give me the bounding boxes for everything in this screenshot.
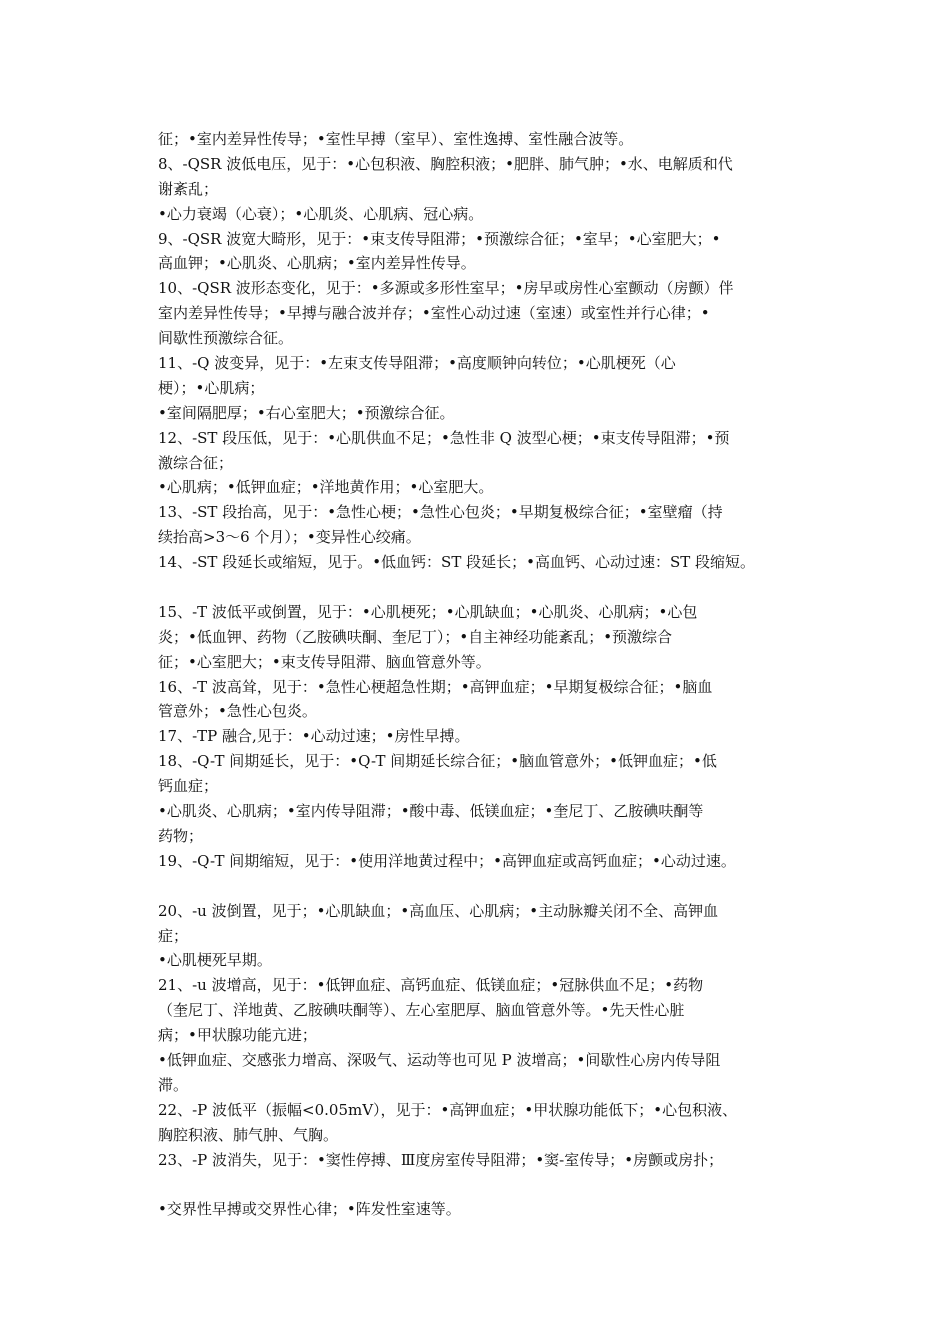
text-line: •心力衰竭（心衰）；•心肌炎、心肌病、冠心病。 [158, 204, 484, 223]
text-line: 10、-QSR 波形态变化，见于：•多源或多形性室早；•房早或房性心室颤动（房颤）伴 [158, 279, 734, 298]
text-line: 征；•心室肥大；•束支传导阻滞、脑血管意外等。 [158, 652, 491, 671]
text-line: 钙血症； [158, 777, 219, 796]
text-line: 激综合征； [158, 453, 234, 472]
text-line: 病；•甲状腺功能亢进； [158, 1026, 317, 1045]
text-line: •心肌炎、心肌病；•室内传导阻滞；•酸中毒、低镁血症；•奎尼丁、乙胺碘呋酮等 [158, 802, 704, 821]
text-line: 症； [158, 926, 189, 945]
text-line: 22、-P 波低平（振幅<0.05mV），见于：•高钾血症；•甲状腺功能低下；•心包积液、 [158, 1100, 738, 1119]
text-line: 室内差异性传导；•早搏与融合波并存；•室性心动过速（室速）或室性并行心律；• [158, 304, 710, 323]
text-line: 管意外；•急性心包炎。 [158, 702, 317, 721]
text-line: 18、-Q-T 间期延长，见于：•Q-T 间期延长综合征；•脑血管意外；•低钾血症；•低 [158, 752, 717, 771]
text-line: 间歇性预激综合征。 [158, 329, 294, 348]
text-line: 谢紊乱； [158, 179, 219, 198]
text-line: 21、-u 波增高，见于：•低钾血症、高钙血症、低镁血症；•冠脉供血不足；•药物 [158, 976, 704, 995]
text-line: 14、-ST 段延长或缩短，见于。•低血钙：ST 段延长；•高血钙、心动过速：ST 段缩短。 [158, 553, 756, 572]
text-line: （奎尼丁、洋地黄、乙胺碘呋酮等）、左心室肥厚、脑血管意外等。•先天性心脏 [158, 1001, 685, 1020]
text-line: 12、-ST 段压低，见于：•心肌供血不足；•急性非 Q 波型心梗；•束支传导阻滞；•预 [158, 428, 730, 447]
text-line: 滞。 [158, 1075, 189, 1094]
text-line: 13、-ST 段抬高，见于：•急性心梗；•急性心包炎；•早期复极综合征；•室壁瘤（持 [158, 503, 723, 522]
text-line: 续抬高>3～6 个月）；•变异性心绞痛。 [158, 528, 421, 547]
text-line: 16、-T 波高耸，见于：•急性心梗超急性期；•高钾血症；•早期复极综合征；•脑血 [158, 677, 713, 696]
text-line: 高血钾；•心肌炎、心肌病；•室内差异性传导。 [158, 254, 476, 273]
text-line: 23、-P 波消失，见于：•窦性停搏、Ⅲ度房室传导阻滞；•窦-室传导；•房颤或房扑； [158, 1150, 724, 1169]
blank-line [158, 575, 823, 600]
text-line: •心肌病；•低钾血症；•洋地黄作用；•心室肥大。 [158, 478, 494, 497]
text-line: 炎；•低血钾、药物（乙胺碘呋酮、奎尼丁）；•自主神经功能紊乱；•预激综合 [158, 627, 673, 646]
document-body [158, 127, 823, 1222]
text-line: 19、-Q-T 间期缩短，见于：•使用洋地黄过程中；•高钾血症或高钙血症；•心动过速。 [158, 851, 736, 870]
text-line: 8、-QSR 波低电压，见于：•心包积液、胸腔积液；•肥胖、肺气肿；•水、电解质和代 [158, 154, 733, 173]
text-line: •心肌梗死早期。 [158, 951, 272, 970]
text-line: 11、-Q 波变异，见于：•左束支传导阻滞；•高度顺钟向转位；•心肌梗死（心 [158, 354, 676, 373]
text-line: 胸腔积液、肺气肿、气胸。 [158, 1125, 339, 1144]
blank-line [158, 874, 823, 899]
text-line: 20、-u 波倒置，见于；•心肌缺血；•高血压、心肌病；•主动脉瓣关闭不全、高钾血 [158, 901, 719, 920]
text-line: 梗）；•心肌病； [158, 378, 265, 397]
text-line: 征；•室内差异性传导；•室性早搏（室早）、室性逸搏、室性融合波等。 [158, 130, 634, 148]
text-line: 17、-TP 融合,见于：•心动过速；•房性早搏。 [158, 727, 470, 746]
blank-line [158, 1172, 823, 1197]
text-line: •交界性早搏或交界性心律；•阵发性室速等。 [158, 1200, 461, 1219]
text-line: •低钾血症、交感张力增高、深吸气、运动等也可见 P 波增高；•间歇性心房内传导阻 [158, 1050, 721, 1069]
text-line: 9、-QSR 波宽大畸形，见于：•束支传导阻滞；•预激综合征；•室早；•心室肥大；• [158, 229, 721, 248]
text-line: •室间隔肥厚；•右心室肥大；•预激综合征。 [158, 403, 455, 422]
text-line: 15、-T 波低平或倒置，见于：•心肌梗死；•心肌缺血；•心肌炎、心肌病；•心包 [158, 602, 698, 621]
text-line: 药物； [158, 826, 204, 845]
